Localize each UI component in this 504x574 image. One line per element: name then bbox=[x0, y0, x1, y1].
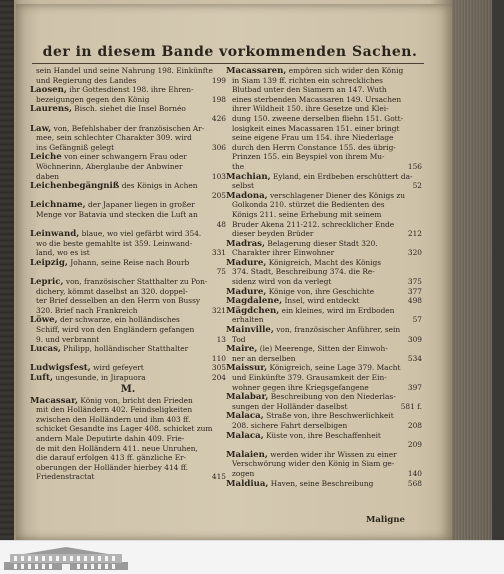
index-entry-line bbox=[226, 411, 422, 421]
index-entry-text: daben bbox=[36, 171, 60, 181]
index-headword: Maldiua, bbox=[226, 478, 269, 489]
index-entry-line bbox=[30, 453, 226, 463]
page-number: 397 bbox=[407, 382, 422, 392]
index-entry-line bbox=[30, 258, 226, 268]
index-entry-text: Blutbad unter den Siamern an 147. Wuth bbox=[232, 85, 387, 95]
page-number: 305 bbox=[211, 363, 226, 373]
index-entry-line bbox=[30, 306, 226, 316]
index-entry-line bbox=[226, 306, 422, 316]
page-number: 156 bbox=[407, 161, 422, 171]
page-number: 306 bbox=[211, 142, 226, 152]
index-entry-text: Haven, seine Beschreibung bbox=[270, 478, 374, 488]
index-entry-line bbox=[226, 335, 422, 345]
index-headword: Leiche bbox=[30, 152, 62, 162]
page-number: 205 bbox=[211, 190, 226, 200]
index-entry-text: Philipp, holländischer Statthalter bbox=[63, 344, 189, 354]
index-entry-line bbox=[226, 210, 422, 220]
page-number: 581 f. bbox=[400, 401, 422, 411]
index-entry-line bbox=[226, 191, 422, 201]
index-entry-line bbox=[30, 405, 226, 415]
index-entry-line bbox=[226, 124, 422, 134]
index-entry-line bbox=[30, 335, 226, 345]
index-entry-text: des Königs in Achen bbox=[121, 181, 198, 191]
index-entry-line bbox=[226, 325, 422, 335]
index-entry-text: Straße von, ihre Beschwerlichkeit bbox=[266, 411, 394, 421]
index-entry-line bbox=[30, 396, 226, 406]
index-entry-line bbox=[226, 392, 422, 402]
index-entry-line bbox=[30, 373, 226, 383]
index-entry-text: ein kleines, wird im Erdboden bbox=[281, 305, 395, 315]
page-number: 320 bbox=[407, 248, 422, 258]
index-entry-line bbox=[226, 200, 422, 210]
index-entry-text: ungesunde, in Jirapuora bbox=[55, 373, 146, 382]
page-number: 52 bbox=[412, 181, 422, 191]
index-headword: Leichenbegängniß bbox=[30, 181, 120, 191]
index-headword: Ludwigsfest, bbox=[30, 363, 91, 373]
index-entry-text: Menge vor Batavia und stecken die Luft an bbox=[36, 209, 198, 219]
index-entry-text: (le) Meerenge, Sitten der Einwoh- bbox=[259, 344, 388, 354]
index-headword: Madure, bbox=[226, 257, 267, 268]
index-entry-text: Belagerung dieser Stadt 320. bbox=[267, 238, 378, 248]
index-entry-line bbox=[226, 162, 422, 172]
index-entry-text: zwischen den Holländern und ihm 403 ff. bbox=[36, 414, 191, 424]
index-entry-text: in Siam 139 ff. richten ein schreckliches bbox=[232, 75, 383, 85]
index-entry-text: wo die beste gemahlte ist 359. Leinwand- bbox=[36, 238, 193, 248]
index-entry-text: blaue, wo viel gefärbt wird 354. bbox=[81, 229, 202, 239]
index-entry-line bbox=[226, 258, 422, 268]
index-entry-line bbox=[226, 354, 422, 364]
index-entry-line bbox=[226, 152, 422, 162]
index-entry-text: von, französischer Statthalter zu Pon- bbox=[65, 277, 208, 287]
index-entry-text: losigkeit eines Macassaren 151. einer bringt bbox=[232, 123, 400, 133]
page-number: 534 bbox=[407, 353, 422, 363]
index-headword: Malaca, bbox=[226, 411, 264, 421]
index-entry-text: mee, sein schlechter Charakter 309. wird bbox=[36, 133, 192, 143]
index-entry-text: land, wo es ist bbox=[36, 248, 90, 258]
index-entry-line bbox=[30, 133, 226, 143]
index-entry-line bbox=[30, 424, 226, 434]
index-entry-text: Königs 211. seine Erhebung mit seinem bbox=[232, 209, 382, 219]
index-entry-text: durch den Herrn Constance 155. des übrig- bbox=[232, 142, 396, 152]
index-entry-line bbox=[226, 229, 422, 239]
index-entry-line bbox=[226, 133, 422, 143]
index-entry-text: Charakter ihrer Einwohner bbox=[232, 248, 335, 258]
index-entry-line bbox=[226, 344, 422, 354]
index-entry-text: die darauf erfolgen 413 ff. gänzliche Er- bbox=[36, 453, 187, 463]
index-entry-text: Wöchnerinn, Aberglaube der Anbwiner bbox=[36, 161, 183, 171]
index-entry-line bbox=[30, 344, 226, 354]
index-entry-text: werden wider ihr Wissen zu einer bbox=[270, 449, 397, 459]
index-entry-text: eines sterbenden Macassaren 149. Ursachen bbox=[232, 94, 402, 104]
index-entry-line bbox=[30, 210, 226, 220]
index-entry-text: Eyland, ein Erdbeben erschüttert da- bbox=[273, 171, 413, 181]
index-entry-text: 9. und verbrannt bbox=[36, 334, 100, 344]
index-headword: Lucas, bbox=[30, 344, 61, 354]
index-entry-text: wird gefeyert bbox=[93, 363, 144, 373]
index-entry-line bbox=[30, 296, 226, 306]
index-entry-text: selbst bbox=[232, 181, 255, 191]
page-number: 426 bbox=[211, 113, 226, 123]
index-entry-line bbox=[30, 267, 226, 277]
index-headword: Malabar, bbox=[226, 392, 269, 402]
index-entry-text: zogen bbox=[232, 468, 255, 478]
index-entry-line bbox=[226, 114, 422, 124]
index-headword: Leinwand, bbox=[30, 229, 80, 239]
index-entry-text: von, französischer Anführer, sein bbox=[276, 325, 401, 335]
index-entry-line bbox=[30, 354, 226, 364]
index-entry-text: Bisch. siehet die Insel Bornéo bbox=[74, 104, 186, 114]
index-entry-line bbox=[226, 143, 422, 153]
index-entry-text: wohner gegen ihre Kriegsgefangene bbox=[232, 382, 369, 392]
page-number: 199 bbox=[211, 75, 226, 85]
index-entry-text: sungen der Holländer daselbst bbox=[232, 401, 348, 411]
index-entry-line bbox=[226, 66, 422, 76]
index-entry-line bbox=[30, 325, 226, 335]
index-entry-text: dieser beyden Brüder bbox=[232, 229, 314, 239]
index-entry-text: Insel, wird entdeckt bbox=[284, 296, 360, 306]
index-entry-text: bezeigungen gegen den König bbox=[36, 94, 150, 104]
index-entry-text: König von, bricht den Frieden bbox=[80, 395, 193, 405]
index-entry-line bbox=[30, 363, 226, 373]
page-number: 212 bbox=[407, 229, 422, 239]
index-entry-text: schicket Gesandte ins Lager 408. schicket zum bbox=[36, 424, 213, 434]
index-entry-line bbox=[30, 124, 226, 134]
index-entry-text: oberungen der Holländer hierbey 414 ff. bbox=[36, 462, 189, 472]
page-number: 208 bbox=[407, 420, 422, 430]
index-headword: Madras, bbox=[226, 238, 266, 249]
index-entry-text: Prinzen 155. ein Beyspiel von ihrem Mu- bbox=[232, 152, 385, 162]
section-letter: M. bbox=[120, 383, 136, 395]
index-entry-text: Könige von, ihre Geschichte bbox=[268, 286, 375, 296]
index-entry-line bbox=[30, 415, 226, 425]
index-entry-text: verschlagener Diener des Königs zu bbox=[270, 190, 406, 200]
index-entry-line bbox=[30, 162, 226, 172]
page-number: 204 bbox=[211, 373, 226, 382]
page-number: 415 bbox=[211, 472, 226, 482]
index-entry-text: Golkonda 210. stürzet die Bedienten des bbox=[232, 200, 385, 210]
page-number: 377 bbox=[407, 286, 422, 296]
index-headword: Mainville, bbox=[226, 325, 274, 335]
index-entry-text: Beschreibung von den Niederlas- bbox=[270, 392, 396, 402]
page-number: 110 bbox=[211, 353, 226, 363]
page-number: 321 bbox=[211, 305, 226, 315]
index-entry-text: Tod bbox=[232, 334, 246, 344]
index-headword: Machian, bbox=[226, 171, 271, 182]
index-headword: Leichname, bbox=[30, 200, 86, 210]
index-entry-line bbox=[226, 450, 422, 460]
header-rule bbox=[32, 63, 424, 64]
index-entry-line bbox=[226, 296, 422, 306]
index-headword: Malaien, bbox=[226, 449, 268, 460]
index-headword: Macassaren, bbox=[226, 66, 287, 76]
page-number: 57 bbox=[412, 315, 422, 325]
index-entry-line bbox=[226, 459, 422, 469]
page-number: 13 bbox=[216, 334, 226, 344]
index-entry-line bbox=[226, 181, 422, 191]
index-entry-line bbox=[30, 315, 226, 325]
index-entry-line bbox=[30, 85, 226, 95]
index-entry-text: erhalten bbox=[232, 315, 264, 325]
viewer-footer bbox=[0, 540, 504, 574]
index-entry-text: Küste von, ihre Beschaffenheit bbox=[266, 430, 381, 440]
index-entry-line bbox=[226, 95, 422, 105]
index-entry-line bbox=[30, 463, 226, 473]
page-number: 48 bbox=[216, 219, 226, 229]
index-entry-text: von einer schwangern Frau oder bbox=[64, 152, 187, 162]
index-entry-line bbox=[226, 373, 422, 383]
index-entry-line bbox=[30, 220, 226, 230]
index-headword: Mägdchen, bbox=[226, 305, 280, 316]
library-building-logo bbox=[4, 546, 128, 570]
index-entry-line bbox=[30, 287, 226, 297]
index-entry-line bbox=[226, 277, 422, 287]
index-entry-line bbox=[30, 239, 226, 249]
index-entry-line bbox=[30, 66, 226, 76]
index-entry-text: andern Male Deputirte dahin 409. Frie- bbox=[36, 433, 185, 443]
index-entry-line bbox=[226, 287, 422, 297]
index-entry-line bbox=[30, 248, 226, 258]
index-column-left bbox=[30, 66, 226, 482]
index-entry-line bbox=[30, 444, 226, 454]
index-entry-text: der schwarze, ein holländisches bbox=[60, 315, 180, 325]
index-entry-line bbox=[30, 434, 226, 444]
index-headword: Laosen, bbox=[30, 85, 67, 95]
index-entry-text: Friedenstractat bbox=[36, 472, 95, 482]
index-entry-text: ihr Gottesdienst 198. ihre Ehren- bbox=[69, 85, 194, 95]
index-entry-text: 320. Brief nach Frankreich bbox=[36, 305, 138, 315]
index-headword: Madure, bbox=[226, 286, 267, 297]
index-entry-line bbox=[30, 143, 226, 153]
page-number: 198 bbox=[211, 94, 226, 104]
index-entry-text: Verschwörung wider den König in Siam ge- bbox=[232, 459, 395, 469]
index-entry-line bbox=[226, 85, 422, 95]
index-entry-line bbox=[30, 472, 226, 482]
index-entry-text: empören sich wider den König bbox=[288, 66, 404, 75]
index-entry-line bbox=[30, 191, 226, 201]
index-entry-text: the bbox=[232, 161, 245, 171]
index-entry-line bbox=[30, 172, 226, 182]
index-entry-text: und Einkünfte 379. Grausamkeit der Ein- bbox=[232, 373, 387, 382]
index-entry-line bbox=[226, 421, 422, 431]
index-entry-text: mit den Holländern 402. Feindseligkeiten bbox=[36, 405, 193, 415]
page-number: 103 bbox=[211, 171, 226, 181]
index-entry-text: 374. Stadt, Beschreibung 374. die Re- bbox=[232, 267, 375, 277]
index-headword: Laurens, bbox=[30, 104, 72, 114]
page-number: 331 bbox=[211, 248, 226, 258]
index-entry-line bbox=[226, 239, 422, 249]
index-entry-line bbox=[226, 431, 422, 441]
index-headword: Löwe, bbox=[30, 315, 58, 326]
index-entry-text: seine eigene Frau um 154. ihre Niederlage bbox=[232, 133, 394, 143]
book-spine bbox=[0, 0, 14, 540]
index-entry-text: sein Handel und seine Nahrung 198. Einkünfte bbox=[36, 66, 213, 75]
index-entry-line bbox=[30, 229, 226, 239]
index-entry-line bbox=[226, 76, 422, 86]
index-column-right bbox=[226, 66, 422, 488]
index-entry-line bbox=[30, 95, 226, 105]
page-number: 140 bbox=[407, 468, 422, 478]
index-entry-line bbox=[226, 315, 422, 325]
index-entry-line bbox=[226, 104, 422, 114]
index-entry-line bbox=[226, 440, 422, 450]
index-headword: Malaca, bbox=[226, 430, 264, 441]
page-number: 209 bbox=[407, 440, 422, 450]
index-entry-line bbox=[226, 363, 422, 373]
index-entry-text: Königreich, Macht des Königs bbox=[268, 257, 382, 267]
page-number: 568 bbox=[407, 478, 422, 488]
page-number: 375 bbox=[407, 277, 422, 287]
index-entry-text: und Regierung des Landes bbox=[36, 75, 137, 85]
index-entry-line bbox=[30, 152, 226, 162]
page-number: 75 bbox=[216, 267, 226, 277]
index-entry-text: ner an derselben bbox=[232, 353, 296, 363]
index-entry-text: ins Gefängniß gelegt bbox=[36, 142, 115, 152]
page-header: der in diesem Bande vorkommenden Sachen. bbox=[42, 44, 418, 60]
index-entry-text: de mit den Holländern 411. neue Unruhen, bbox=[36, 443, 198, 453]
index-entry-line bbox=[226, 172, 422, 182]
index-entry-line bbox=[226, 469, 422, 479]
index-entry-line bbox=[226, 267, 422, 277]
index-entry-line bbox=[226, 402, 422, 412]
index-headword: Law, bbox=[30, 123, 52, 134]
index-entry-line bbox=[30, 104, 226, 114]
index-headword: Lepric, bbox=[30, 277, 64, 287]
index-entry-line bbox=[30, 200, 226, 210]
index-entry-text: dung 150. zweene derselben fliehn 151. Gott- bbox=[232, 113, 404, 123]
index-entry-line bbox=[226, 383, 422, 393]
index-entry-line bbox=[226, 220, 422, 230]
index-entry-text: der Japaner liegen in großer bbox=[87, 200, 195, 210]
index-entry-text: Bruder Akena 211-212. schrecklicher Ende bbox=[232, 219, 395, 229]
index-entry-line bbox=[226, 248, 422, 258]
index-headword: Maissur, bbox=[226, 363, 268, 373]
index-entry-line bbox=[30, 114, 226, 124]
index-headword: Luft, bbox=[30, 373, 53, 383]
index-entry-text: 208. sichere Fahrt derselbigen bbox=[232, 420, 348, 430]
index-entry-line bbox=[30, 76, 226, 86]
index-entry-text: ter Brief desselben an den Herrn von Bussy bbox=[36, 296, 201, 306]
index-entry-text: Königreich, seine Lage 379. Macht bbox=[269, 363, 401, 373]
catchword: Maligne bbox=[366, 515, 405, 525]
index-headword: Leipzig, bbox=[30, 257, 68, 268]
index-entry-line bbox=[226, 479, 422, 489]
page-edges bbox=[452, 0, 492, 540]
index-entry-text: sidenz wird von da verlegt bbox=[232, 277, 332, 287]
index-headword: Macassar, bbox=[30, 395, 79, 406]
index-headword: Magdalene, bbox=[226, 296, 283, 306]
index-headword: Maire, bbox=[226, 344, 258, 354]
index-entry-line bbox=[30, 277, 226, 287]
index-entry-text: Johann, seine Reise nach Bourb bbox=[70, 257, 190, 267]
page-number: 309 bbox=[407, 334, 422, 344]
index-headword: Madona, bbox=[226, 190, 268, 201]
index-entry-text: ihrer Wildheit 150. ihre Gesetze und Klei- bbox=[232, 104, 389, 114]
page-number: 498 bbox=[407, 296, 422, 306]
index-entry-text: dichery, kömmt daselbst an 320. doppel- bbox=[36, 286, 188, 296]
index-entry-text: Schiff, wird von den Engländern gefangen bbox=[36, 325, 195, 335]
index-entry-text: von, Befehlshaber der französischen Ar- bbox=[53, 123, 205, 133]
index-entry-line bbox=[30, 181, 226, 191]
